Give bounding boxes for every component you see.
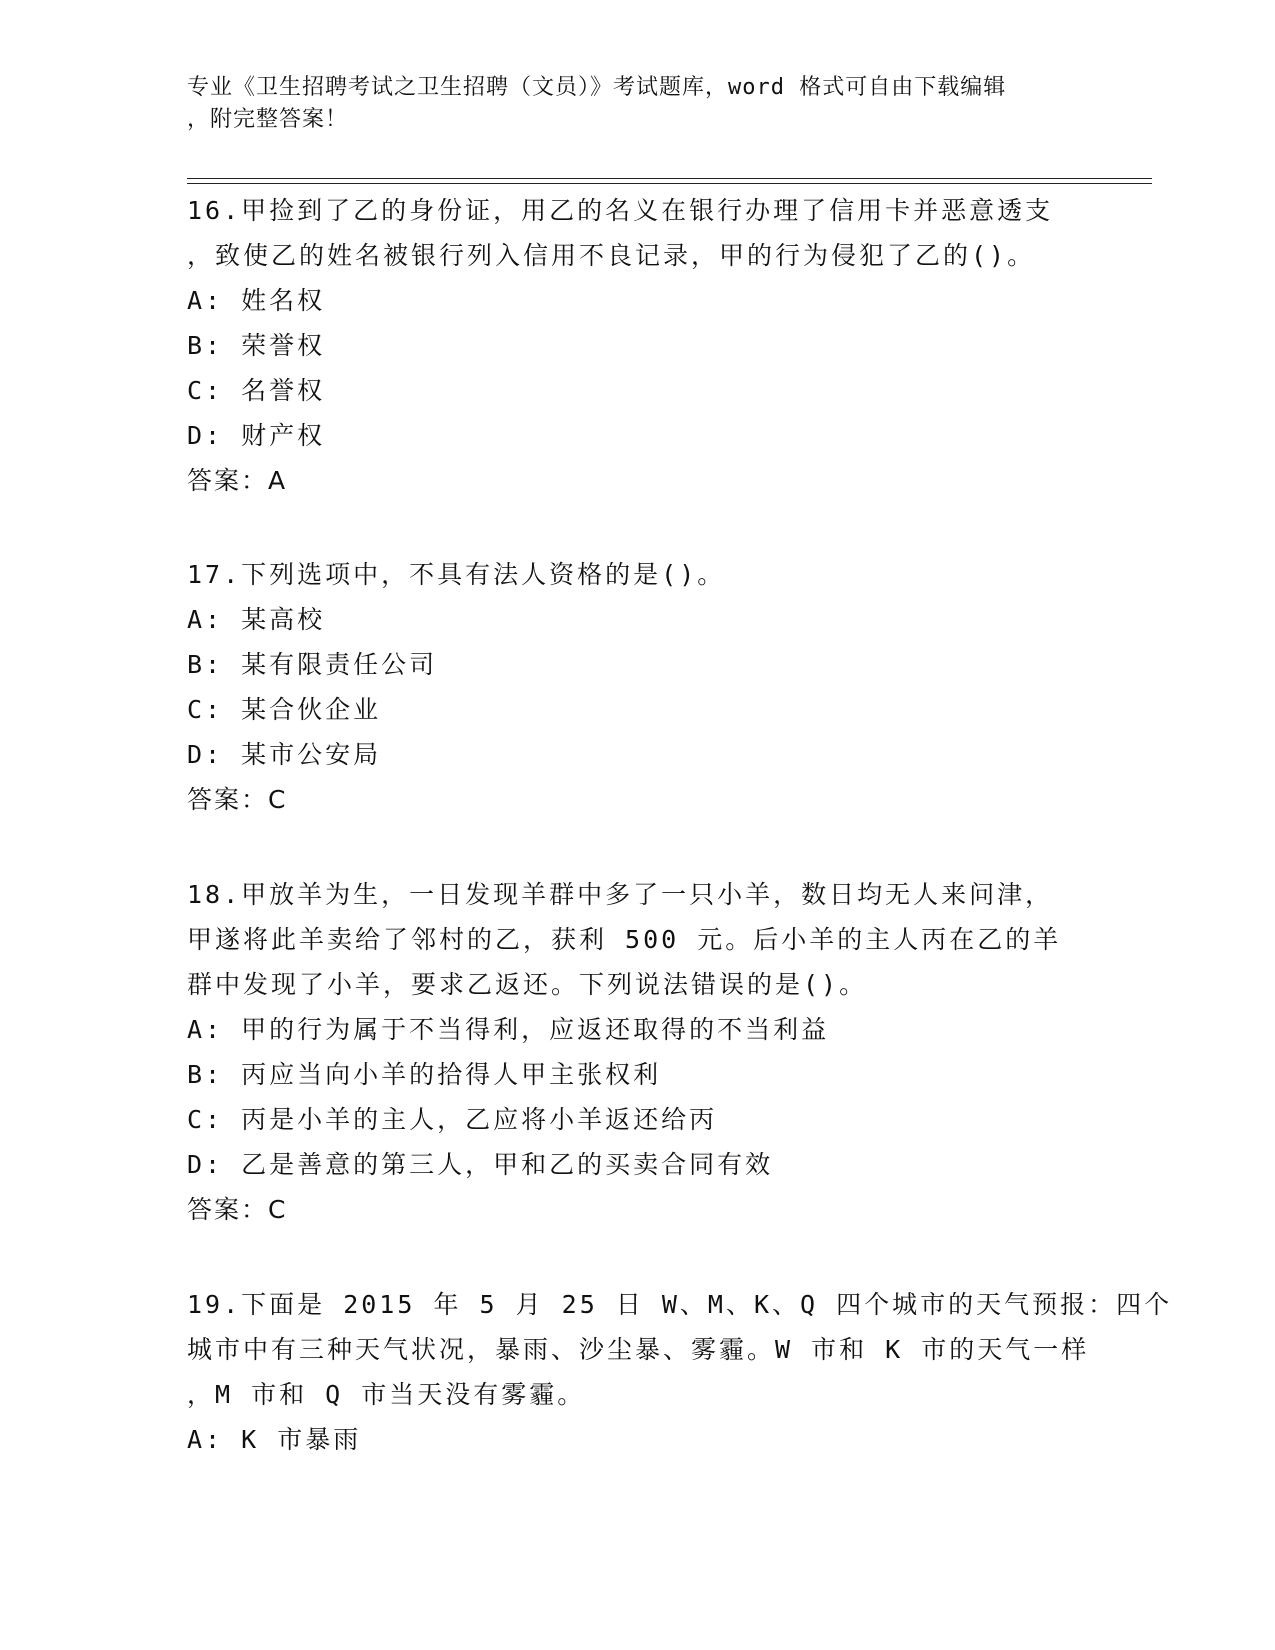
question-stem-line: 城市中有三种天气状况，暴雨、沙尘暴、雾霾。W 市和 K 市的天气一样 <box>187 1335 1090 1364</box>
document-header <box>187 72 1067 136</box>
option-c: C: 名誉权 <box>187 376 326 405</box>
option-a: A: 某高校 <box>187 605 326 634</box>
question-16 <box>187 188 1087 503</box>
header-divider-bottom <box>187 183 1152 184</box>
question-stem-line: 群中发现了小羊，要求乙返还。下列说法错误的是()。 <box>187 970 868 999</box>
option-b: B: 某有限责任公司 <box>187 650 438 679</box>
answer: 答案：C <box>187 785 288 814</box>
header-line-1: 专业《卫生招聘考试之卫生招聘（文员）》考试题库，word 格式可自由下载编辑 <box>187 75 1007 100</box>
question-stem-line: 甲遂将此羊卖给了邻村的乙，获利 500 元。后小羊的主人丙在乙的羊 <box>187 925 1062 954</box>
question-stem-line: ，致使乙的姓名被银行列入信用不良记录，甲的行为侵犯了乙的()。 <box>187 241 1036 270</box>
answer: 答案：C <box>187 1195 288 1224</box>
option-c: C: 丙是小羊的主人，乙应将小羊返还给丙 <box>187 1105 718 1134</box>
question-stem-line: 17.下列选项中，不具有法人资格的是()。 <box>187 560 726 589</box>
question-stem-line: 19.下面是 2015 年 5 月 25 日 W、M、K、Q 四个城市的天气预报：四个 <box>187 1290 1173 1319</box>
question-stem-line: 18.甲放羊为生，一日发现羊群中多了一只小羊，数日均无人来问津， <box>187 880 1054 909</box>
header-divider-top <box>187 178 1152 179</box>
option-b: B: 丙应当向小羊的拾得人甲主张权利 <box>187 1060 662 1089</box>
question-stem-line: 16.甲捡到了乙的身份证，用乙的名义在银行办理了信用卡并恶意透支 <box>187 196 1054 225</box>
header-line-2: ，附完整答案！ <box>187 107 349 132</box>
option-d: D: 乙是善意的第三人，甲和乙的买卖合同有效 <box>187 1150 774 1179</box>
option-a: A: 甲的行为属于不当得利，应返还取得的不当利益 <box>187 1015 830 1044</box>
question-19 <box>187 1282 1173 1462</box>
question-17 <box>187 552 1087 822</box>
option-a: A: K 市暴雨 <box>187 1425 362 1454</box>
option-d: D: 财产权 <box>187 421 326 450</box>
answer: 答案：A <box>187 466 288 495</box>
option-a: A: 姓名权 <box>187 286 326 315</box>
option-b: B: 荣誉权 <box>187 331 326 360</box>
option-d: D: 某市公安局 <box>187 740 382 769</box>
question-stem-line: ，M 市和 Q 市当天没有雾霾。 <box>187 1380 586 1409</box>
question-18 <box>187 872 1087 1232</box>
option-c: C: 某合伙企业 <box>187 695 382 724</box>
